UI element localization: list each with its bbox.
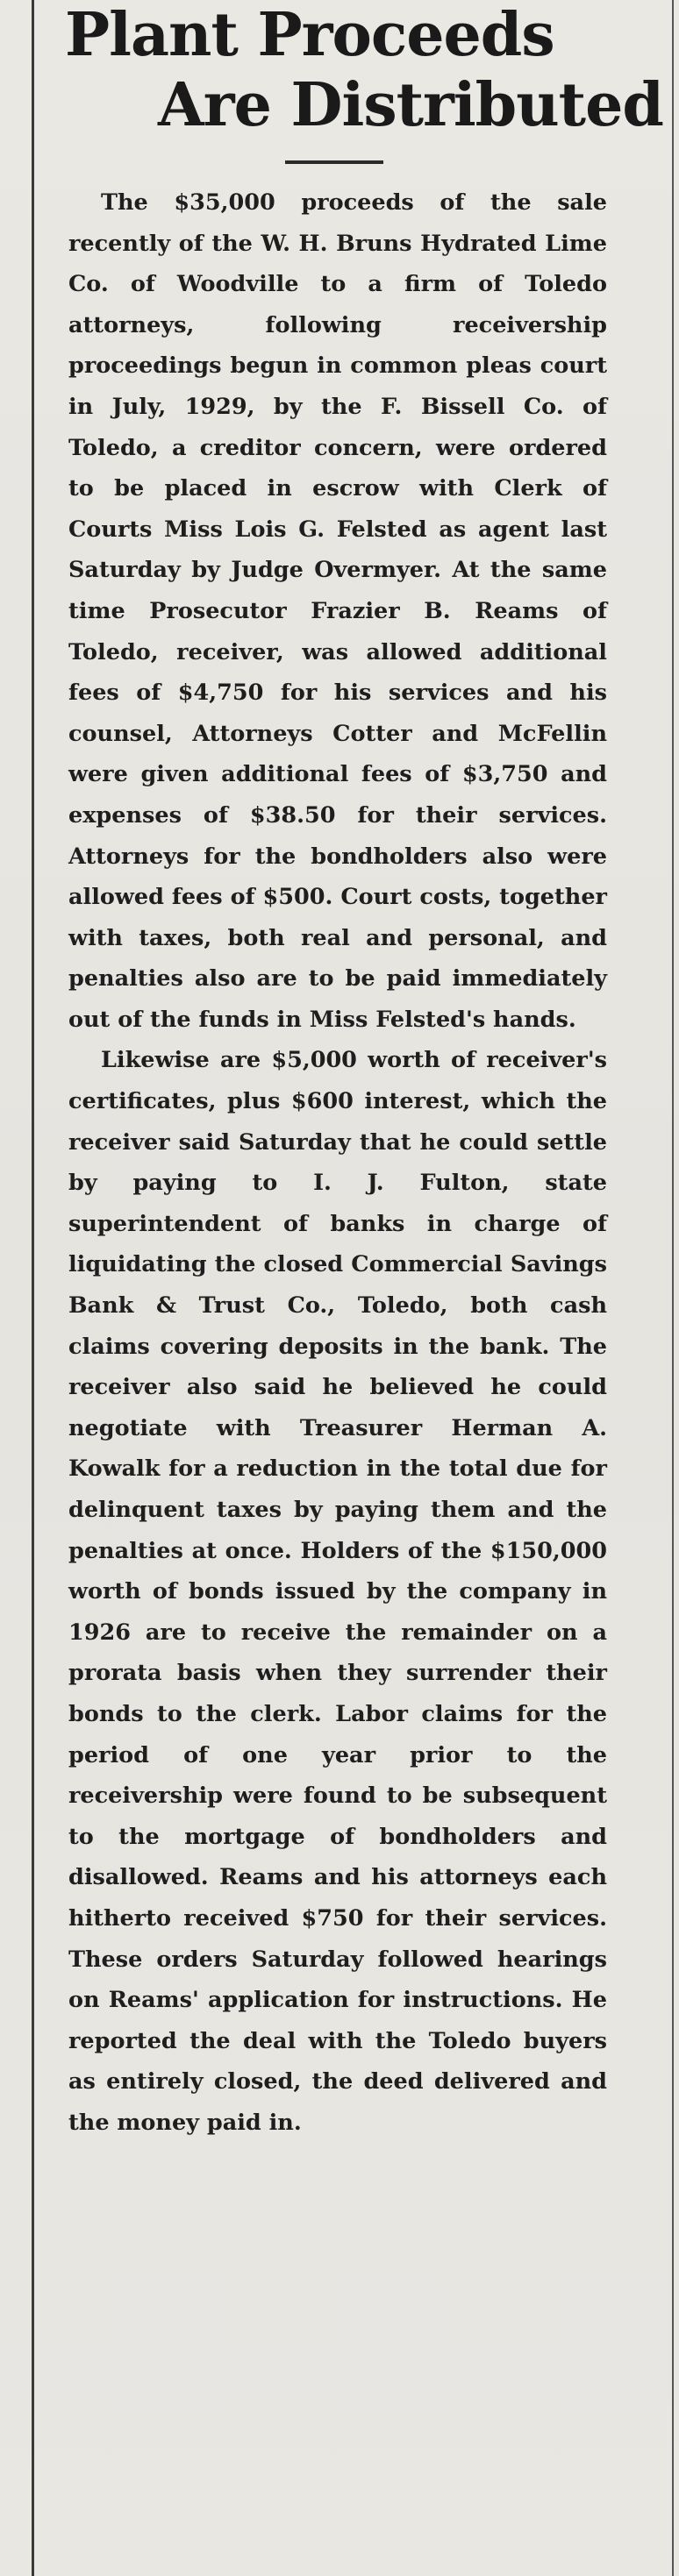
column-rule-left — [32, 0, 34, 2576]
headline-line-1: Plant Proceeds — [65, 0, 554, 70]
article-paragraph-2: Likewise are $5,000 worth of receiver's certificates, plus $600 interest, which the receiver said Saturday that he could settle by paying to I. J. Fulton, state superintendent of banks in charge of liquidating the closed Commercial Savings Bank & Trust Co., Toledo, both cash claims covering deposits in the bank. The receiver also said he believed he could negotiate with Treasurer Herman A. Kowalk for a reduction in the total due for delinquent taxes by paying them and the penalties at once. Holders of the $150,000 worth of bonds issued by the company in 1926 are to receive the remainder on a prorata basis when they surrender their bonds to the clerk. Labor claims for the period of one year prior to the receivership were found to be subsequent to the mortgage of bondholders and disallowed. Reams and his attorneys each hitherto received $750 for their services. These orders Saturday followed hearings on Reams' application for instructions. He reported the deal with the Toledo buyers as entirely closed, the deed delivered and the money paid in. — [68, 1047, 607, 2136]
article-paragraph-1: The $35,000 proceeds of the sale recently of the W. H. Bruns Hydrated Lime Co. of Woodville to a firm of Toledo attorneys, following receivership proceedings begun in common pleas court in July, 1929, by the F. Bissell Co. of Toledo, a creditor concern, were ordered to be placed in escrow with Clerk of Courts Miss Lois G. Felsted as agent last Saturday by Judge Overmyer. At the same time Prosecutor Frazier B. Reams of Toledo, receiver, was allowed additional fees of $4,750 for his services and his counsel, Attorneys Cotter and McFellin were given additional fees of $3,750 and expenses of $38.50 for their services. Attorneys for the bondholders also were allowed fees of $500. Court costs, together with taxes, both real and personal, and penalties also are to be paid immediately out of the funds in Miss Felsted's hands. — [68, 189, 607, 1033]
headline-line-2: Are Distributed — [158, 70, 663, 140]
article-body — [68, 182, 607, 2144]
headline-divider — [285, 160, 383, 164]
headline — [53, 0, 667, 140]
column-rule-right — [672, 0, 674, 2576]
